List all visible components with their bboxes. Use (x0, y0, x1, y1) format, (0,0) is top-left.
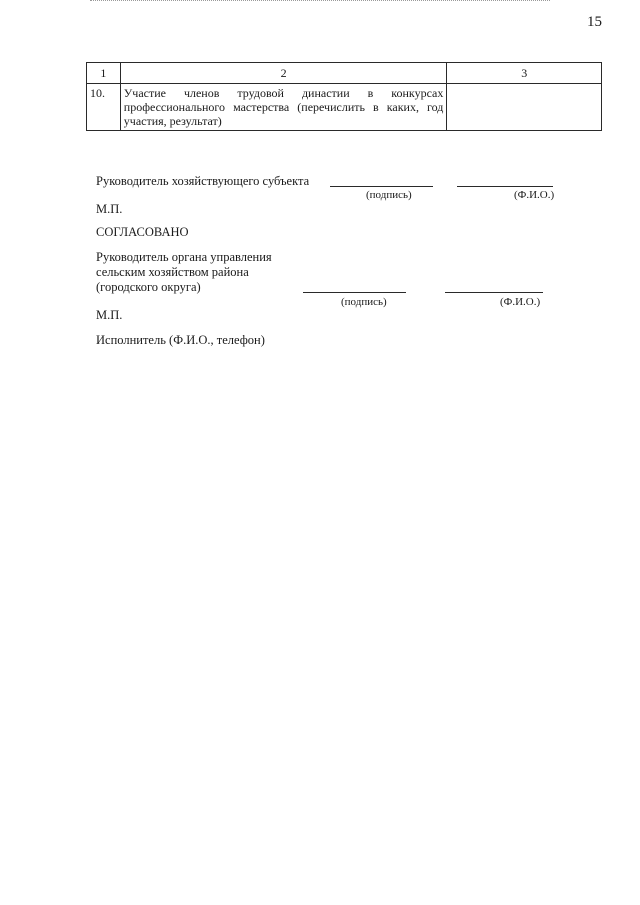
entity-signature-caption: (подпись) (366, 189, 412, 201)
entity-signature-line[interactable] (330, 186, 433, 188)
table-header-row (87, 63, 602, 84)
authority-name-line[interactable] (445, 292, 543, 294)
authority-signature-caption: (подпись) (341, 296, 387, 308)
authority-line-2: сельским хозяйством района (96, 265, 249, 279)
entity-name-line[interactable] (457, 186, 553, 188)
page-number: 15 (587, 14, 602, 30)
authority-name-caption: (Ф.И.О.) (500, 296, 541, 308)
authority-line-1: Руководитель органа управления (96, 250, 272, 264)
approved-heading: СОГЛАСОВАНО (96, 225, 189, 239)
column-header-2: 2 (120, 63, 447, 84)
stamp-label-1: М.П. (96, 202, 123, 216)
top-edge-rule (90, 0, 550, 2)
column-header-1: 1 (87, 63, 121, 84)
head-of-entity-label: Руководитель хозяйствующего субъекта (96, 174, 310, 188)
form-table (86, 62, 602, 131)
column-header-3: 3 (447, 63, 602, 84)
authority-signature-line[interactable] (303, 292, 406, 294)
row-description: Участие членов трудовой династии в конкурсах профессионального мастерства (перечислить в каких, год участия, результат) (120, 84, 447, 131)
stamp-label-2: М.П. (96, 308, 123, 322)
entity-name-caption: (Ф.И.О.) (514, 189, 555, 201)
authority-line-3: (городского округа) (96, 280, 201, 294)
table-row (87, 84, 602, 131)
row-number: 10. (87, 84, 121, 131)
executor-label: Исполнитель (Ф.И.О., телефон) (96, 333, 265, 347)
row-value-cell[interactable] (447, 84, 602, 131)
